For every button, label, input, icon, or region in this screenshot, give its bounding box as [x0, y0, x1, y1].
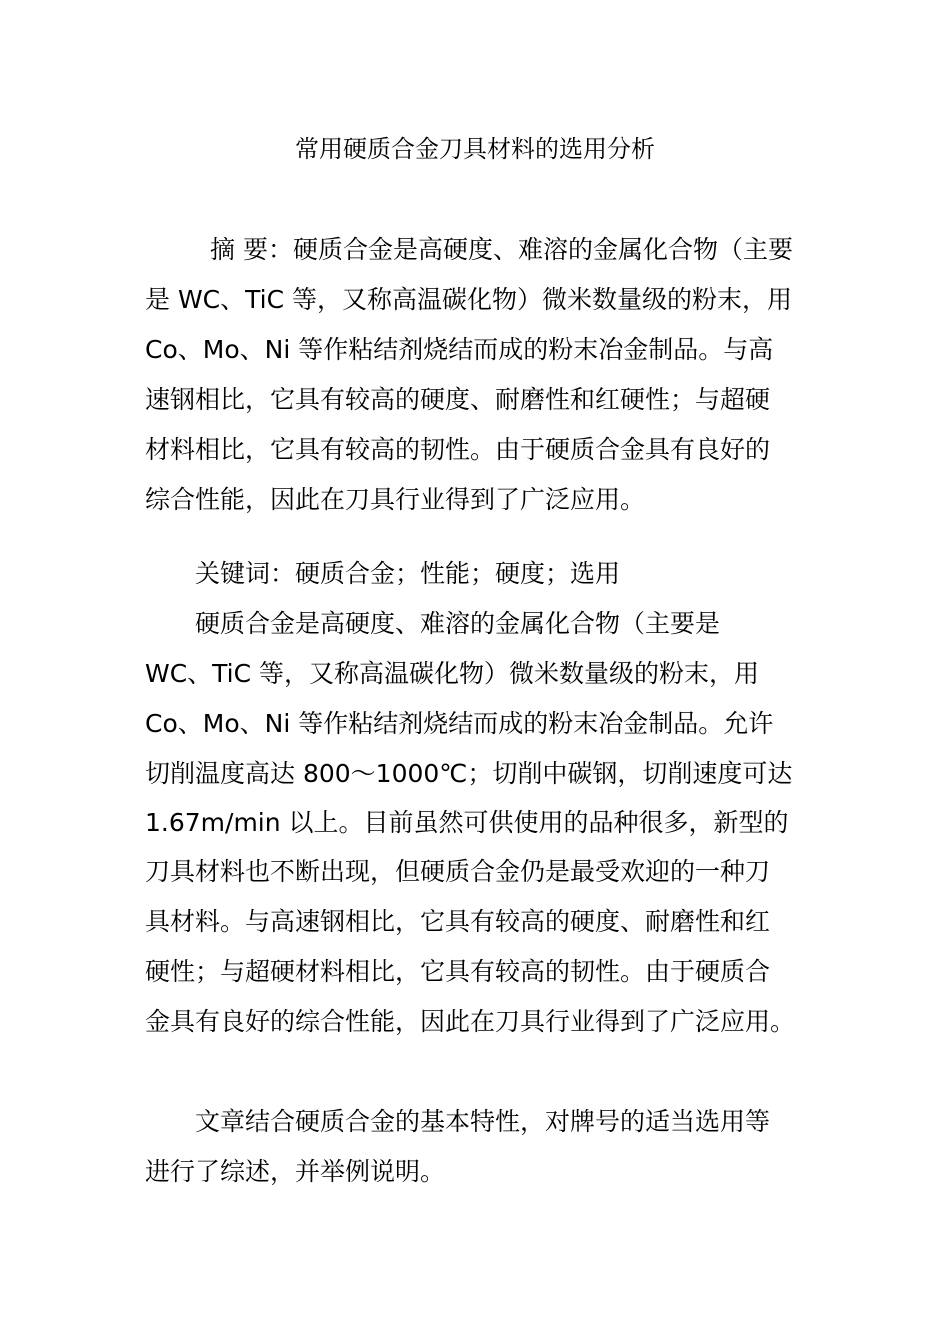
abstract-line: 综合性能，因此在刀具行业得到了广泛应用。: [145, 485, 646, 514]
paragraph-line: 切削温度高达 800～1000℃；切削中碳钢，切削速度可达: [145, 759, 793, 788]
paragraph-line: WC、TiC 等，又称高温碳化物）微米数量级的粉末，用: [145, 659, 760, 688]
paragraph-line: 硬性；与超硬材料相比，它具有较高的韧性。由于硬质合: [145, 957, 771, 986]
paragraph-line: Co、Mo、Ni 等作粘结剂烧结而成的粉末冶金制品。允许: [145, 709, 774, 738]
abstract-line: 摘 要：硬质合金是高硬度、难溶的金属化合物（主要: [210, 235, 793, 264]
abstract-line: 材料相比，它具有较高的韧性。由于硬质合金具有良好的: [145, 435, 771, 464]
paragraph-line: 文章结合硬质合金的基本特性，对牌号的适当选用等: [195, 1107, 771, 1136]
paragraph-line: 硬质合金是高硬度、难溶的金属化合物（主要是: [195, 609, 721, 638]
paragraph-line: 金具有良好的综合性能，因此在刀具行业得到了广泛应用。: [145, 1007, 796, 1036]
abstract-line: 速钢相比，它具有较高的硬度、耐磨性和红硬性；与超硬: [145, 385, 771, 414]
paragraph-line: 具材料。与高速钢相比，它具有较高的硬度、耐磨性和红: [145, 907, 771, 936]
paragraph-line: 1.67m/min 以上。目前虽然可供使用的品种很多，新型的: [145, 808, 789, 837]
document-title: 常用硬质合金刀具材料的选用分析: [295, 135, 655, 163]
abstract-line: Co、Mo、Ni 等作粘结剂烧结而成的粉末冶金制品。与高: [145, 335, 774, 364]
abstract-line: 是 WC、TiC 等，又称高温碳化物）微米数量级的粉末，用: [145, 285, 792, 314]
keywords: 关键词：硬质合金；性能；硬度；选用: [195, 559, 621, 588]
paragraph-line: 进行了综述，并举例说明。: [145, 1157, 446, 1186]
paragraph-line: 刀具材料也不断出现，但硬质合金仍是最受欢迎的一种刀: [145, 857, 771, 886]
